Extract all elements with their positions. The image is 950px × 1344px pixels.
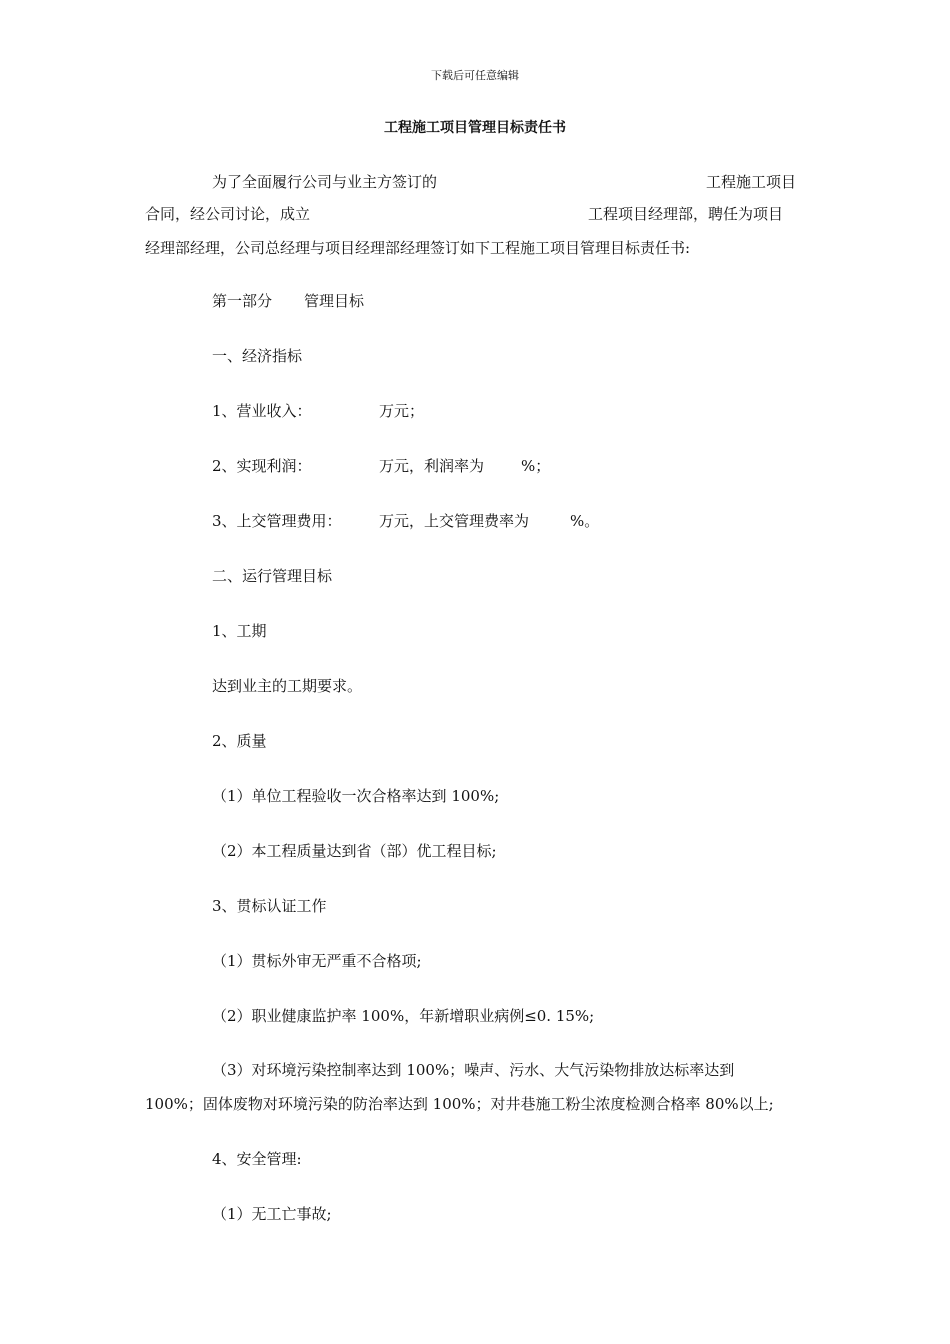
profit-label: 2、实现利润： <box>212 457 312 475</box>
part-1-label: 第一部分 <box>212 292 273 310</box>
profit-rate-pct: %； <box>521 457 551 475</box>
safety-heading: 4、安全管理: <box>212 1150 302 1168</box>
management-fee-unit: 万元，上交管理费率为 <box>379 512 530 530</box>
certification-item-1: （1）贯标外审无严重不合格项; <box>212 952 422 970</box>
document-title: 工程施工项目管理目标责任书 <box>384 120 566 136</box>
management-fee-rate-pct: %。 <box>570 512 600 530</box>
intro-line-1-end: 工程施工项目 <box>706 173 797 191</box>
certification-item-3-line-1: （3）对环境污染控制率达到 100%；噪声、污水、大气污染物排放达标率达到 <box>212 1061 735 1079</box>
page-header: 下载后可任意编辑 <box>431 69 519 82</box>
schedule-heading: 1、工期 <box>212 622 267 640</box>
intro-line-3: 经理部经理，公司总经理与项目经理部经理签订如下工程施工项目管理目标责任书: <box>145 239 691 257</box>
intro-line-2-end: 工程项目经理部，聘任为项目 <box>588 205 784 223</box>
schedule-text: 达到业主的工期要求。 <box>212 677 363 695</box>
part-1-name: 管理目标 <box>304 292 365 310</box>
revenue-unit: 万元； <box>379 402 425 420</box>
quality-item-2: （2）本工程质量达到省（部）优工程目标; <box>212 842 497 860</box>
section-1-heading: 一、经济指标 <box>212 347 303 365</box>
certification-item-3-line-2: 100%；固体废物对环境污染的防治率达到 100%；对井巷施工粉尘浓度检测合格率 80%以上; <box>145 1095 774 1113</box>
certification-heading: 3、贯标认证工作 <box>212 897 327 915</box>
revenue-label: 1、营业收入： <box>212 402 312 420</box>
intro-line-2-start: 合同，经公司讨论，成立 <box>145 205 311 223</box>
quality-heading: 2、质量 <box>212 732 267 750</box>
intro-line-1-start: 为了全面履行公司与业主方签订的 <box>212 173 438 191</box>
certification-item-2: （2）职业健康监护率 100%，年新增职业病例≤0. 15%; <box>212 1007 595 1025</box>
section-2-heading: 二、运行管理目标 <box>212 567 333 585</box>
safety-item-1: （1）无工亡事故; <box>212 1205 332 1223</box>
quality-item-1: （1）单位工程验收一次合格率达到 100%; <box>212 787 500 805</box>
management-fee-label: 3、上交管理费用： <box>212 512 342 530</box>
profit-unit: 万元，利润率为 <box>379 457 485 475</box>
